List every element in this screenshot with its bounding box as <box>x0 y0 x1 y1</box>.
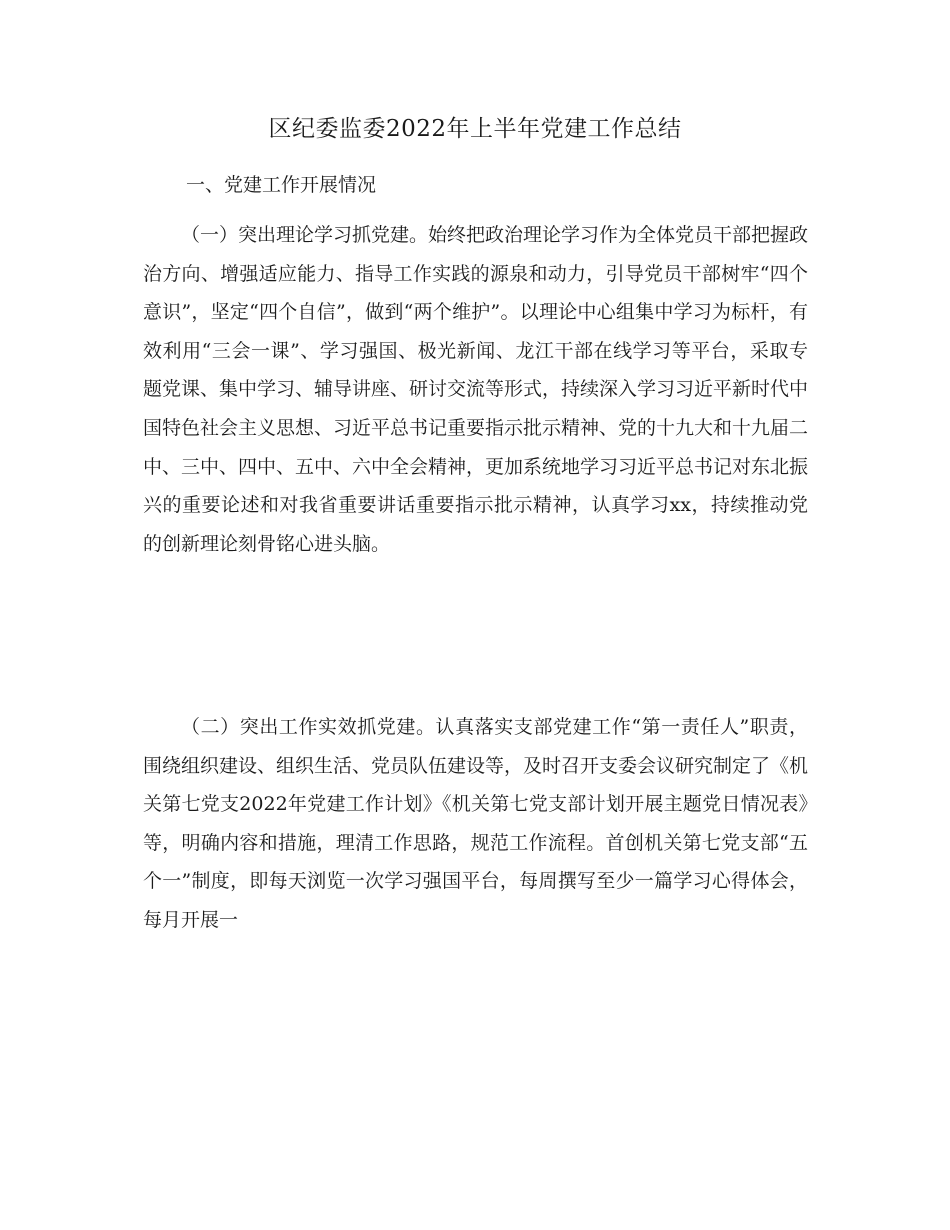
document-title: 区纪委监委2022年上半年党建工作总结 <box>268 116 682 142</box>
section-heading: 一、党建工作开展情况 <box>186 174 377 196</box>
paragraph-theory-study: （一）突出理论学习抓党建。始终把政治理论学习作为全体党员干部把握政治方向、增强适应能力、指导工作实践的源泉和动力，引导党员干部树牢“四个意识”，坚定“四个自信”，做到“两个维护”。以理论中心组集中学习为标杆，有效利用“三会一课”、学习强国、极光新闻、龙江干部在线学习等平台，采取专题党课、集中学习、辅导讲座、研讨交流等形式，持续深入学习习近平新时代中国特色社会主义思想、习近平总书记重要指示批示精神、党的十九大和十九届二中、三中、四中、五中、六中全会精神，更加系统地学习习近平总书记对东北振兴的重要论述和对我省重要讲话重要指示批示精神，认真学习xx，持续推动党的创新理论刻骨铭心进头脑。 <box>143 224 809 555</box>
paragraph-work-effectiveness: （二）突出工作实效抓党建。认真落实支部党建工作“第一责任人”职责，围绕组织建设、组织生活、党员队伍建设等，及时召开支委会议研究制定了《机关第七党支2022年党建工作计划》《机关第七党支部计划开展主题党日情况表》等，明确内容和措施，理清工作思路，规范工作流程。首创机关第七党支部“五个一”制度，即每天浏览一次学习强国平台，每周撰写至少一篇学习心得体会，每月开展一 <box>143 716 809 931</box>
